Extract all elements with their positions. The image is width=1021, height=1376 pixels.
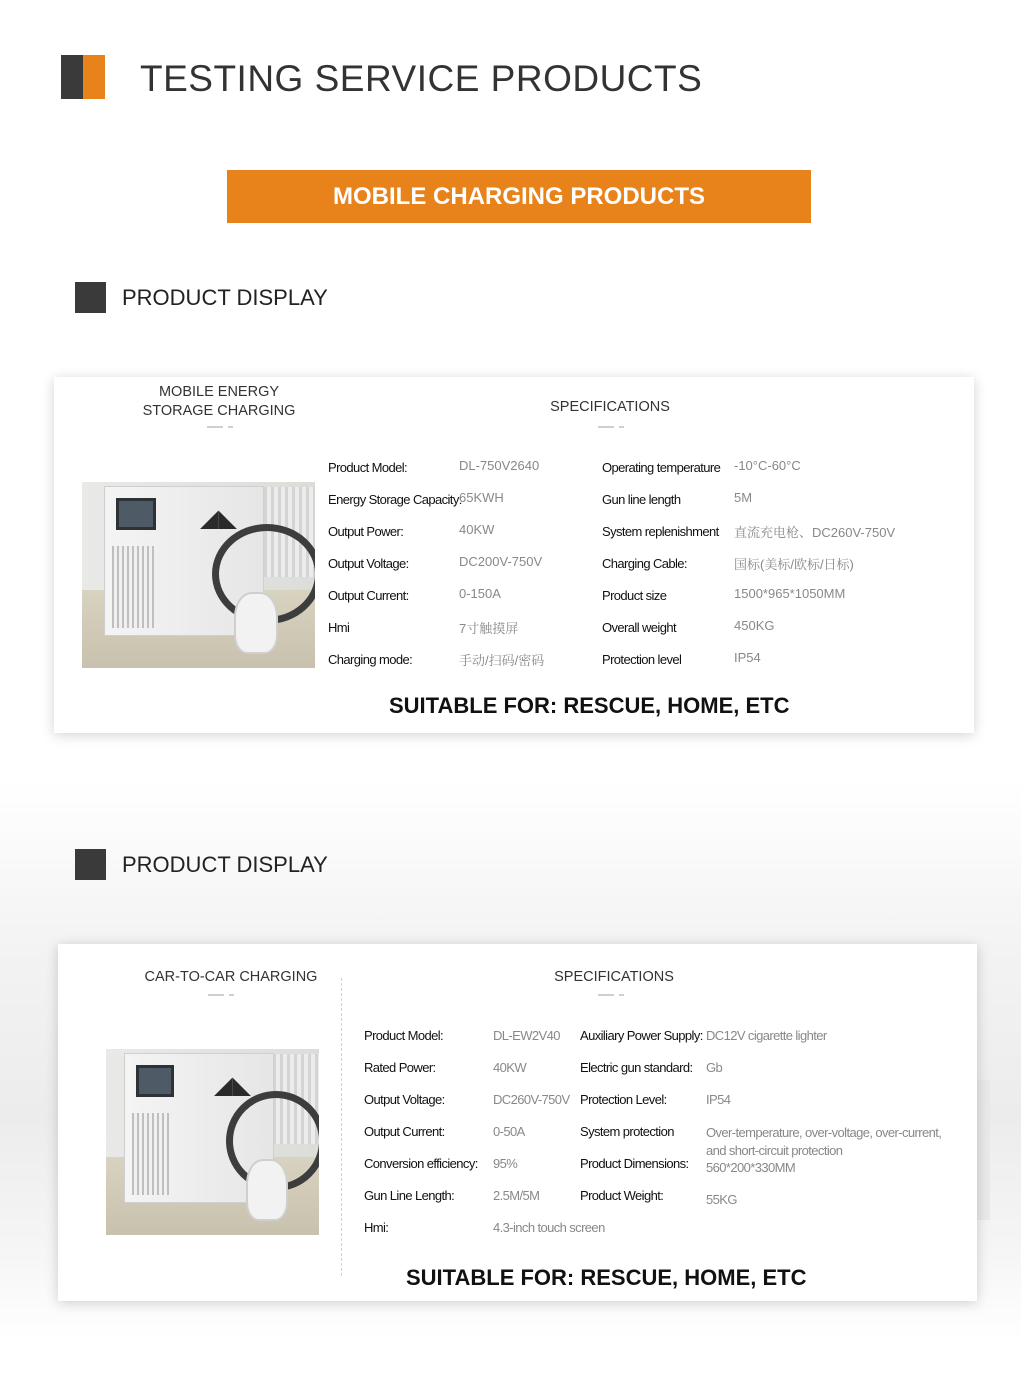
spec-value: -10°C-60°C (734, 458, 801, 473)
spec-value: 0-50A (493, 1124, 525, 1139)
spec-value: 0-150A (459, 586, 501, 601)
spec-label: Overall weight (602, 620, 676, 635)
spec-title: SPECIFICATIONS (550, 399, 670, 415)
spec-label: Charging mode: (328, 652, 413, 667)
spec-value: 450KG (734, 618, 775, 633)
square-bullet-icon (75, 849, 106, 880)
spec-value: 95% (493, 1156, 518, 1171)
spec-label: Charging Cable: (602, 556, 687, 571)
spec-underline (598, 994, 624, 996)
spec-value: 40KW (459, 522, 495, 537)
section-heading-text: PRODUCT DISPLAY (122, 852, 328, 877)
spec-value: 5M (734, 490, 753, 505)
spec-label: Output Voltage: (328, 556, 409, 571)
spec-value: 65KWH (459, 490, 504, 505)
spec-value: 手动/扫码/密码 (459, 653, 545, 668)
spec-value: 2.5M/5M (493, 1188, 540, 1203)
machine-logo-icon: ◢◣ (200, 505, 237, 532)
spec-label: Product Model: (328, 460, 408, 475)
title-underline (207, 426, 233, 428)
product-card (54, 377, 974, 733)
spec-label: Product size (602, 588, 667, 603)
spec-value: 55KG (706, 1192, 737, 1207)
spec-value: Gb (706, 1060, 723, 1075)
spec-value: 1500*965*1050MM (734, 586, 846, 601)
product-photo (106, 1049, 319, 1235)
spec-value: DC12V cigarette lighter (706, 1028, 827, 1043)
spec-value: 7寸触摸屏 (459, 621, 519, 636)
product-title: CAR-TO-CAR CHARGING (144, 969, 318, 985)
spec-label: Protection Level: (580, 1092, 667, 1107)
spec-value: DL-750V2640 (459, 458, 540, 473)
square-bullet-icon (75, 282, 106, 313)
spec-label: Output Voltage: (364, 1092, 445, 1107)
product-title: MOBILE ENERGY STORAGE CHARGING (142, 384, 296, 419)
title-underline (208, 994, 234, 996)
spec-label: Product Weight: (580, 1188, 664, 1203)
spec-label: Protection level (602, 652, 682, 667)
spec-value: Over-temperature, over-voltage, over-current, and short-circuit protection (706, 1125, 942, 1158)
spec-label: Operating temperature (602, 460, 721, 475)
spec-label: Electric gun standard: (580, 1060, 693, 1075)
spec-label: Product Dimensions: (580, 1156, 689, 1171)
spec-label: Hmi (328, 620, 350, 635)
spec-value: IP54 (706, 1092, 731, 1107)
spec-label: Output Current: (364, 1124, 445, 1139)
product-photo (82, 482, 315, 668)
spec-title: SPECIFICATIONS (554, 969, 674, 985)
spec-label: Energy Storage Capacity: (328, 492, 462, 507)
column-divider (341, 978, 342, 1276)
spec-underline (598, 426, 624, 428)
spec-value: 国标(美标/欧标/日标) (734, 557, 854, 572)
spec-value: 4.3-inch touch screen (493, 1220, 605, 1235)
spec-label: Gun Line Length: (364, 1188, 455, 1203)
spec-value: DL-EW2V40 (493, 1028, 560, 1043)
section-heading-text: PRODUCT DISPLAY (122, 285, 328, 310)
category-banner: MOBILE CHARGING PRODUCTS (227, 170, 811, 223)
spec-value: 直流充电枪、DC260V-750V (734, 525, 896, 540)
spec-label: Gun line length (602, 492, 681, 507)
product-card (58, 944, 977, 1301)
spec-label: Output Current: (328, 588, 409, 603)
suitable-for-text: SUITABLE FOR: RESCUE, HOME, ETC (389, 693, 790, 718)
spec-label: System replenishment (602, 524, 719, 539)
spec-label: Conversion efficiency: (364, 1156, 478, 1171)
spec-label: Hmi: (364, 1220, 389, 1235)
page-title: TESTING SERVICE PRODUCTS (140, 58, 703, 99)
spec-value: IP54 (734, 650, 761, 665)
spec-value: 560*200*330MM (706, 1160, 796, 1175)
spec-label: Auxiliary Power Supply: (580, 1028, 703, 1043)
title-mark-icon (61, 55, 105, 99)
suitable-for-text: SUITABLE FOR: RESCUE, HOME, ETC (406, 1265, 807, 1290)
spec-label: Product Model: (364, 1028, 444, 1043)
spec-value: DC260V-750V (493, 1092, 570, 1107)
spec-label: Rated Power: (364, 1060, 436, 1075)
spec-value: DC200V-750V (459, 554, 543, 569)
spec-label: System protection (580, 1124, 674, 1139)
spec-label: Output Power: (328, 524, 404, 539)
machine-logo-icon: ◢◣ (214, 1072, 251, 1099)
spec-value: 40KW (493, 1060, 527, 1075)
